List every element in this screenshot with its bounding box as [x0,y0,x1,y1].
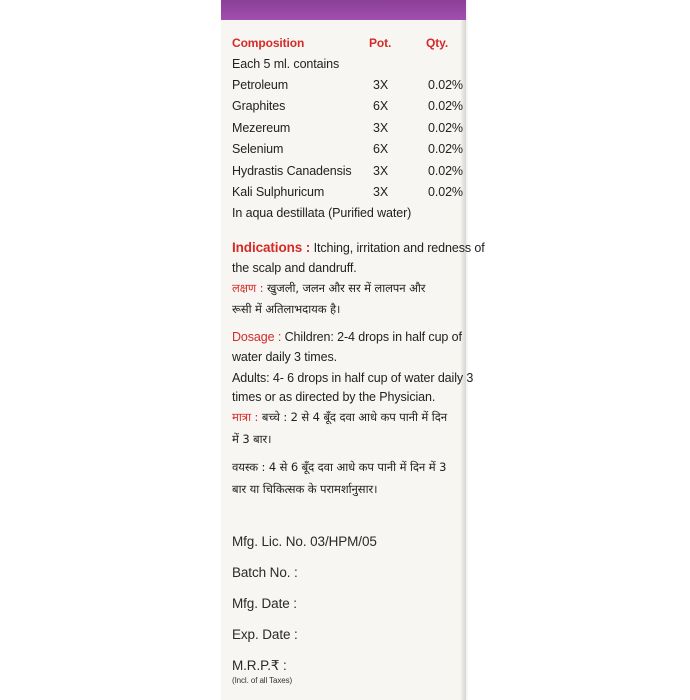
composition-base: In aqua destillata (Purified water) [232,206,412,220]
ingredient-quantity: 0.02% [428,121,463,135]
ingredient-name: Selenium [232,142,284,156]
ingredient-name: Petroleum [232,78,289,92]
dosage-line-2: water daily 3 times. [232,350,337,364]
indications-hindi-line-2: रूसी में अतिलाभदायक है। [232,302,341,316]
indications-text: Itching, irritation and redness of [313,241,485,255]
ingredient-potency: 3X [373,164,389,178]
dosage-hindi-text: बच्चे : 2 से 4 बूँद दवा आधे कप पानी में दिन [261,410,448,424]
dosage-children-text: Children: 2-4 drops in half cup of [284,330,462,344]
composition-intro: Each 5 ml. contains [232,57,340,71]
indications-line-1 [232,240,485,255]
purple-top-band [221,0,466,20]
ingredient-quantity: 0.02% [428,164,463,178]
dosage-line-1 [232,330,462,344]
ingredient-potency: 3X [373,78,389,92]
dosage-hindi-line-2: में 3 बार। [232,432,272,446]
dosage-line-3: Adults: 4- 6 drops in half cup of water daily 3 [232,371,474,385]
ingredient-name: Graphites [232,99,286,113]
dosage-hindi-line-3: वयस्क : 4 से 6 बूँद दवा आधे कप पानी में दिन में 3 [232,460,447,474]
ingredient-potency: 6X [373,142,389,156]
exp-date-label: Exp. Date : [232,627,298,642]
batch-number-label: Batch No. : [232,565,298,580]
quantity-column-header: Qty. [426,36,449,50]
composition-heading: Composition [232,36,305,50]
indications-line-2: the scalp and dandruff. [232,261,357,275]
mfg-license-number: Mfg. Lic. No. 03/HPM/05 [232,534,377,549]
indications-label: Indications : [232,240,311,255]
dosage-line-4: times or as directed by the Physician. [232,390,436,404]
mrp-label: M.R.P.₹ : [232,658,287,673]
ingredient-quantity: 0.02% [428,99,463,113]
dosage-hindi-label: मात्रा : [232,410,259,424]
medicine-label-panel [221,0,485,700]
indications-hindi-text: खुजली, जलन और सर में लालपन और [266,281,426,295]
ingredient-potency: 3X [373,121,389,135]
ingredient-potency: 3X [373,185,389,199]
ingredient-quantity: 0.02% [428,78,463,92]
ingredient-potency: 6X [373,99,389,113]
mfg-date-label: Mfg. Date : [232,596,297,611]
ingredient-quantity: 0.02% [428,185,463,199]
dosage-hindi-line-4: बार या चिकित्सक के परामर्शानुसार। [232,482,378,496]
ingredient-name: Mezereum [232,121,291,135]
indications-hindi-line-1 [232,281,425,296]
indications-hindi-label: लक्षण : [232,281,264,295]
ingredient-name: Kali Sulphuricum [232,185,325,199]
dosage-hindi-line-1 [232,410,447,425]
potency-column-header: Pot. [369,36,392,50]
dosage-label: Dosage : [232,330,282,344]
ingredient-name: Hydrastis Canadensis [232,164,352,178]
ingredient-quantity: 0.02% [428,142,463,156]
taxes-note: (Incl. of all Taxes) [232,676,293,685]
